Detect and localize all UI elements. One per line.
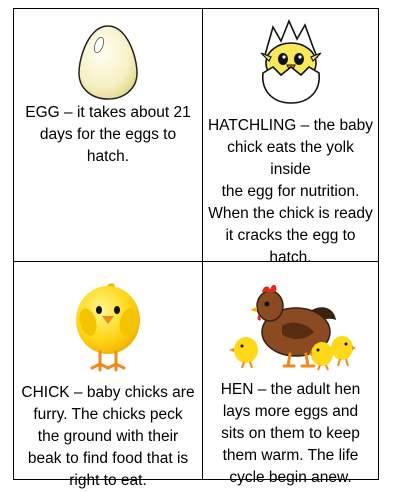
card-hatchling <box>203 9 378 266</box>
card-egg <box>14 9 203 262</box>
card-text-hen: HEN – the adult hen lays more eggs and sits on them to keep them warm. The life cycle begin anew. <box>220 381 361 486</box>
hen-with-chicks-icon <box>203 276 378 372</box>
card-text-chick: CHICK – baby chicks are furry. The chicks peck the ground with their beak to find food that is right to eat. <box>21 384 195 489</box>
card-text-egg: EGG – it takes about 21 days for the eggs to hatch. <box>25 104 191 165</box>
card-chick <box>14 262 203 489</box>
life-cycle-card-sheet <box>13 8 379 489</box>
hatching-chick-icon <box>203 17 378 105</box>
chick-icon <box>14 280 202 372</box>
egg-icon <box>14 23 202 101</box>
card-hen <box>203 262 378 486</box>
card-text-hatchling: HATCHLING – the baby chick eats the yolk inside the egg for nutrition. When the chick is ready it cracks the egg to hatch. <box>207 117 374 266</box>
